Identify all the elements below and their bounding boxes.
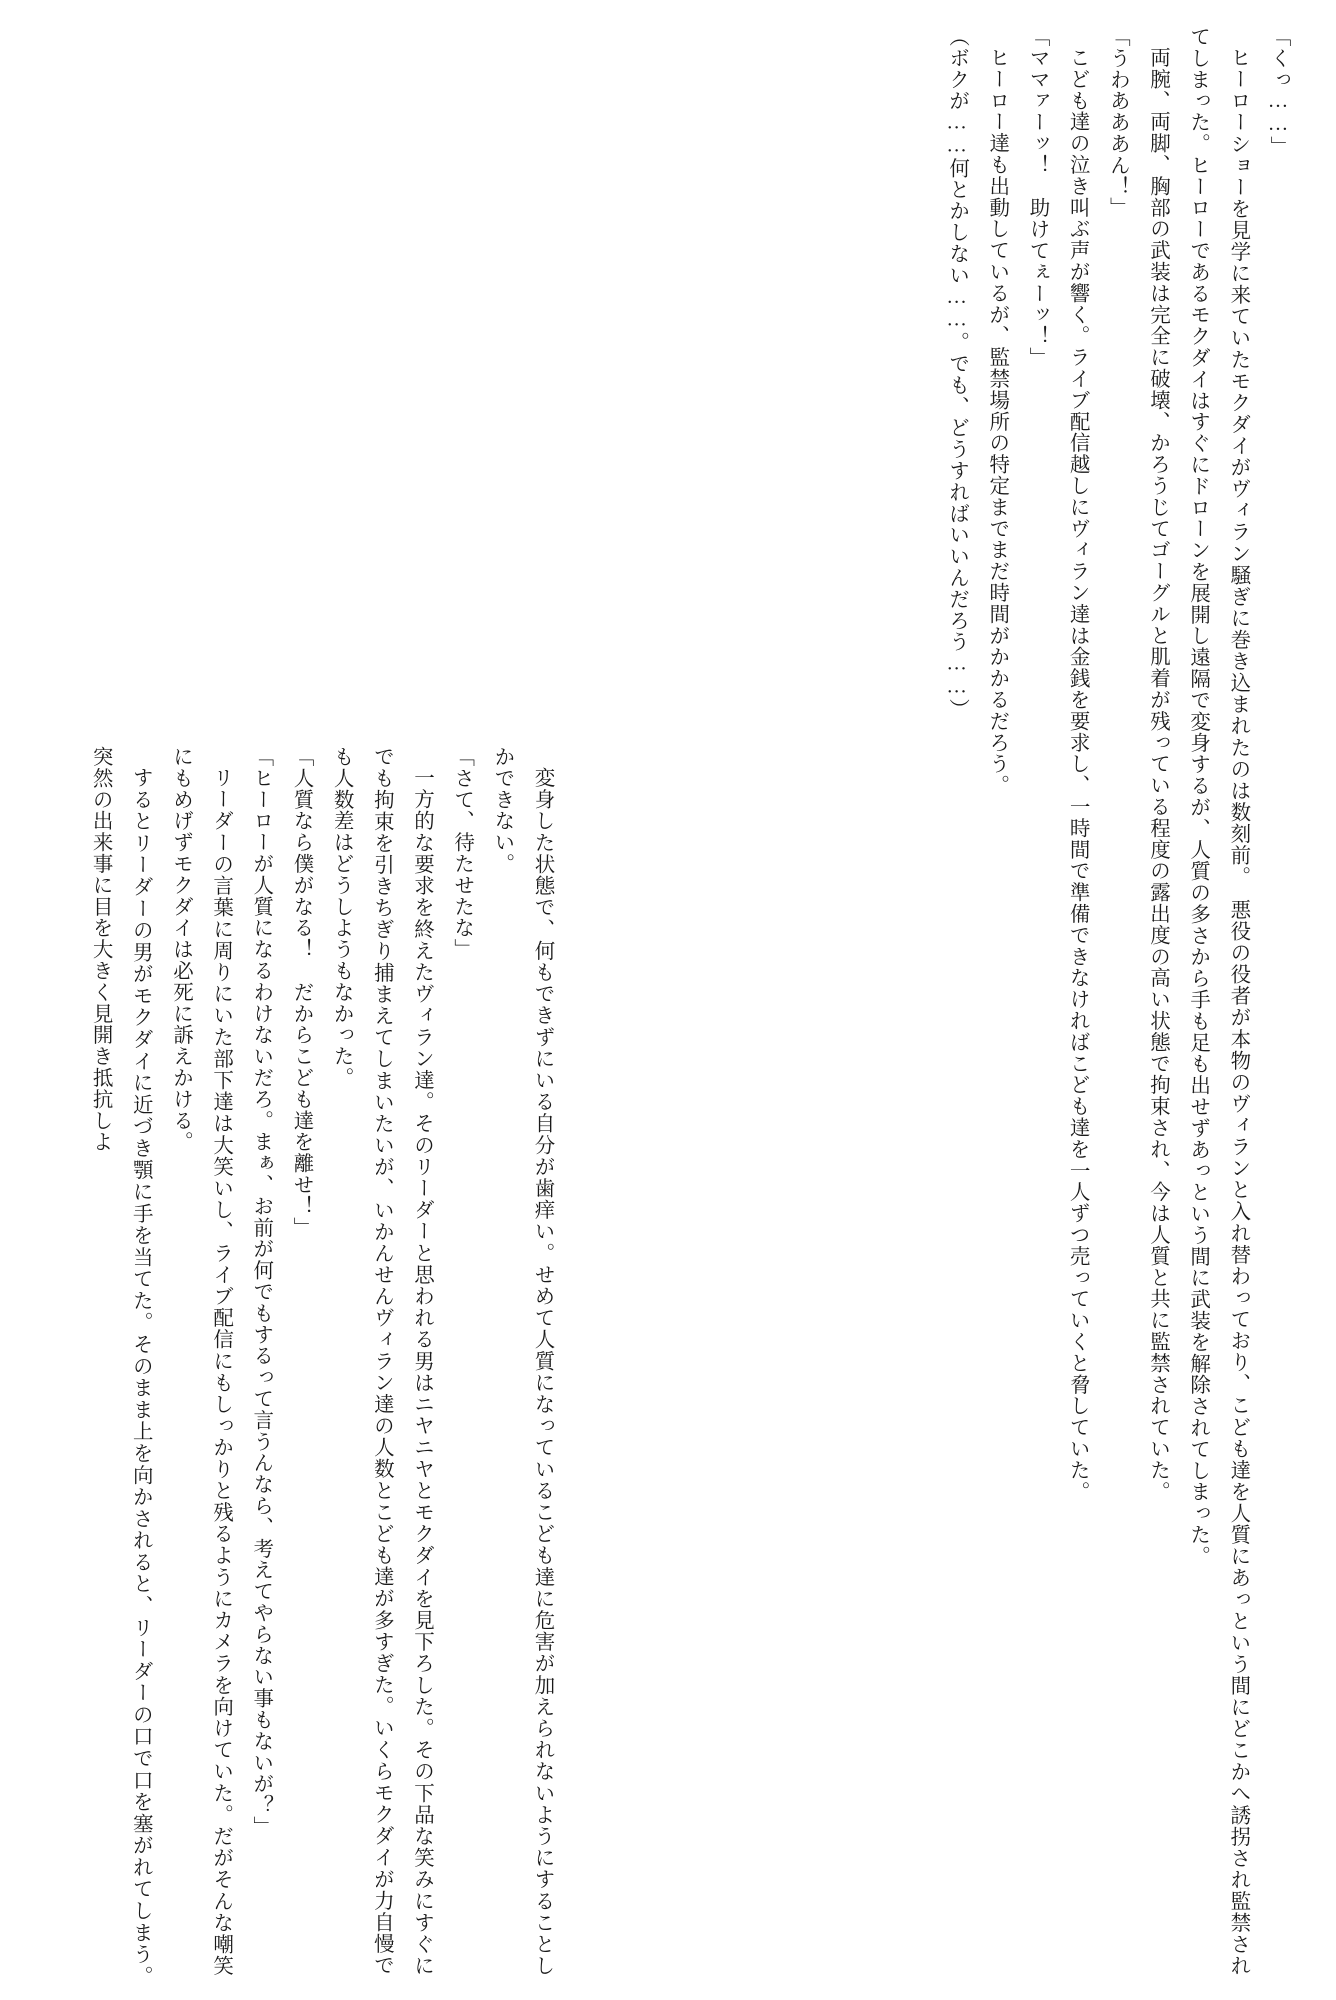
paragraph: 「さて、待たせたな」 <box>450 746 473 960</box>
paragraph: 「人質なら僕がなる！ だからこども達を離せ！」 <box>289 746 312 1239</box>
text-column-left <box>42 746 562 1998</box>
text-column-right <box>598 26 1298 1976</box>
paragraph: ヒーローショーを見学に来ていたモクダイがヴィラン騒ぎに巻き込まれたのは数刻前。 悪役の役者が本物のヴィランと入れ替わっており、こども達を人質にあっという間にどこかへ誘拐され監禁されてしまった。ヒーローであるモクダイはすぐにドローンを展開し遠隔で変身するが、人質の多さから手も足も出せずあっという間に武装を解除されてしまった。 <box>1186 26 1249 1976</box>
paragraph: 両腕、両脚、胸部の武装は完全に破壊、かろうじてゴーグルと肌着が残っている程度の露出度の高い状態で拘束され、今は人質と共に監禁されていた。 <box>1146 46 1169 1502</box>
paragraph: 「ママァーッ！ 助けてぇーッ！」 <box>1025 26 1048 369</box>
paragraph: （ボクが……何とかしない……。でも、どうすればいいんだろう……） <box>945 26 968 720</box>
paragraph: 一方的な要求を終えたヴィラン達。そのリーダーと思われる男はニヤニヤとモクダイを見下ろした。その下品な笑みにすぐにでも拘束を引きちぎり捕まえてしまいたいが、いかんせんヴィラン達の人数とこども達が多すぎた。いくらモクダイが力自慢でも人数差はどうしようもなかった。 <box>330 746 433 1976</box>
vertical-text-columns <box>38 26 1298 1998</box>
paragraph: するとリーダーの男がモクダイに近づき顎に手を当てた。そのまま上を向かされると、リーダーの口で口を塞がれてしまう。 突然の出来事に目を大きく見開き抵抗しよ <box>89 746 152 1998</box>
paragraph: 「うわあああん！」 <box>1106 26 1129 219</box>
paragraph: 「ヒーローが人質になるわけないだろ。まぁ、お前が何でもするって言うんなら、考えてやらない事もないが？」 <box>249 746 272 1838</box>
paragraph: リーダーの言葉に周りにいた部下達は大笑いし、ライブ配信にもしっかりと残るようにカメラを向けていた。だがそんな嘲笑にもめげずモクダイは必死に訴えかける。 <box>169 746 232 1976</box>
paragraph: 変身した状態で、何もできずにいる自分が歯痒い。せめて人質になっているこども達に危害が加えられないようにすることしかできない。 <box>490 746 553 1976</box>
paragraph: こども達の泣き叫ぶ声が響く。ライブ配信越しにヴィラン達は金銭を要求し、一時間で準備できなければこども達を一人ずつ売っていくと脅していた。 <box>1066 46 1089 1502</box>
paragraph: ヒーロー達も出動しているが、監禁場所の特定までまだ時間がかかるだろう。 <box>985 46 1008 796</box>
paragraph: 「くっ……」 <box>1267 26 1289 158</box>
